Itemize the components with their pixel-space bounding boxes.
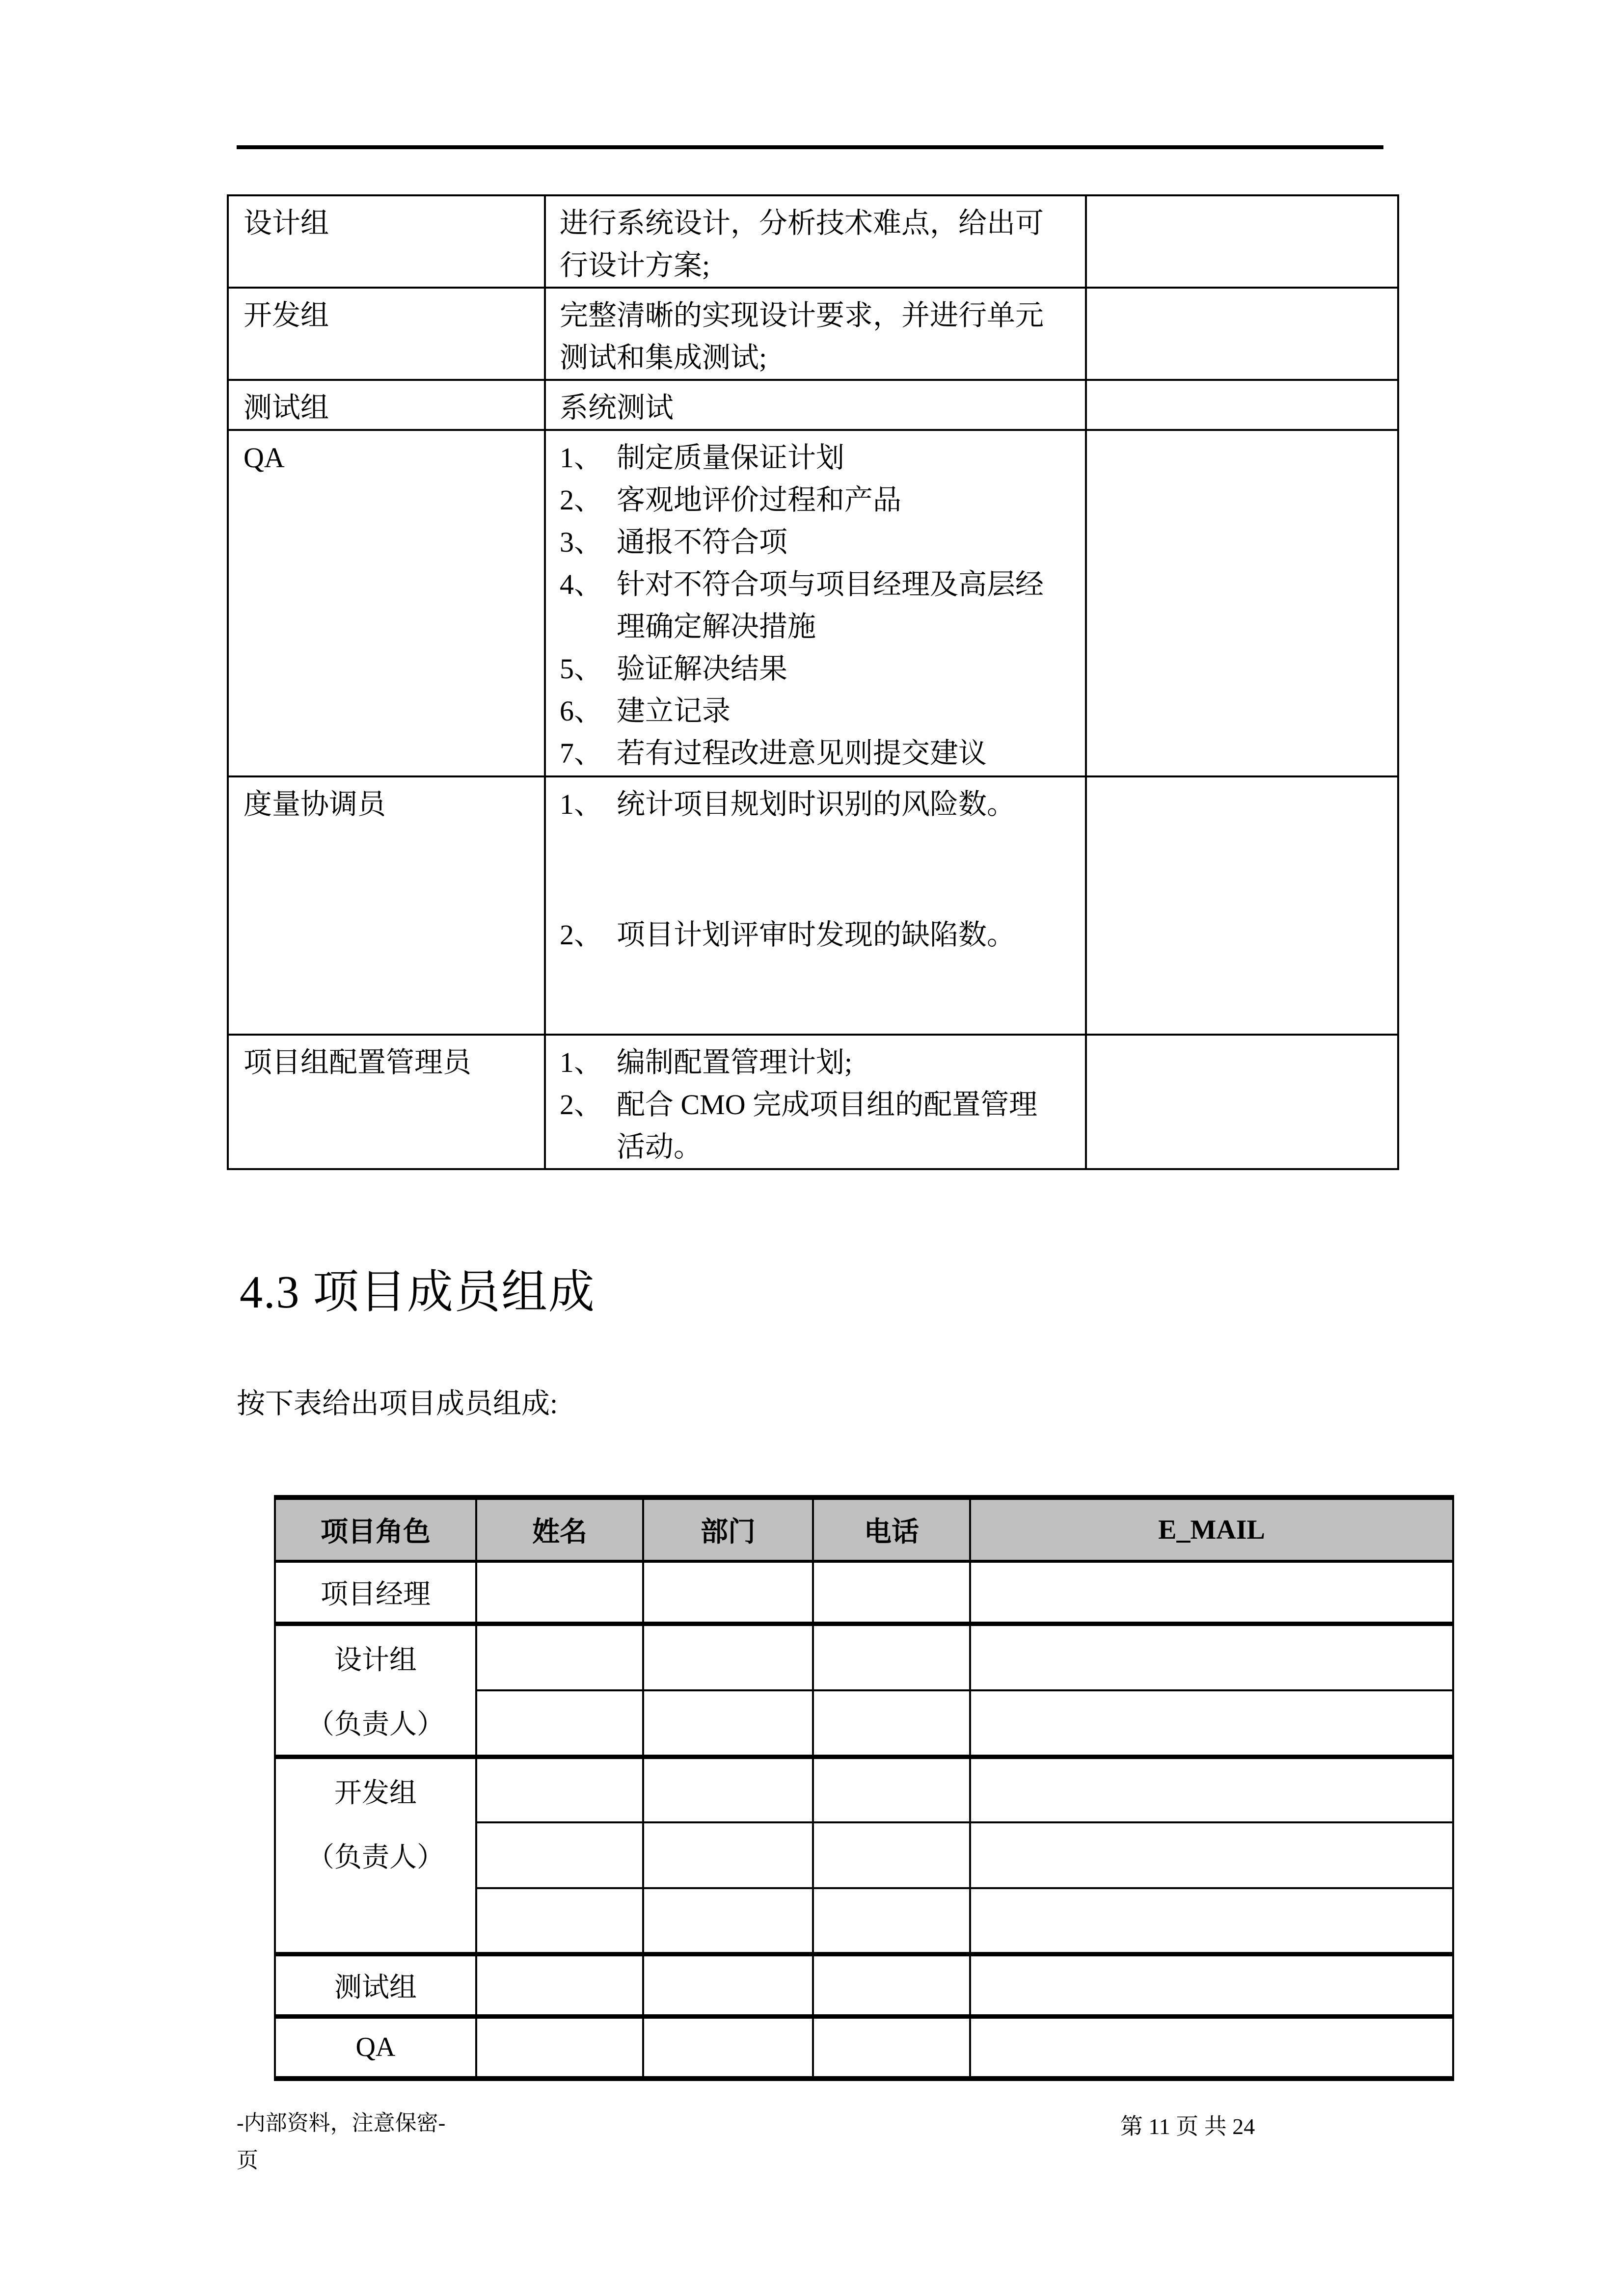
empty-cell bbox=[476, 1561, 643, 1624]
intro-text: 按下表给出项目成员组成: bbox=[237, 1388, 558, 1419]
member-role-label: 设计组 bbox=[334, 1645, 417, 1676]
responsibility-cell bbox=[545, 776, 1086, 1035]
list-item bbox=[560, 783, 1065, 826]
member-role-cell: QA bbox=[275, 2016, 476, 2079]
member-role-sublabel: （负责人） bbox=[307, 1842, 444, 1873]
empty-cell bbox=[1086, 776, 1398, 1035]
empty-cell bbox=[970, 1822, 1453, 1888]
table-row bbox=[228, 430, 1398, 776]
column-header-department: 部门 bbox=[643, 1497, 813, 1561]
list-item-text: 针对不符合项与项目经理及高层经理确定解决措施 bbox=[617, 568, 1044, 642]
empty-cell bbox=[476, 1624, 643, 1690]
table-row bbox=[275, 2016, 1453, 2079]
list-item bbox=[560, 1084, 1065, 1168]
responsibility-cell: 完整清晰的实现设计要求，并进行单元测试和集成测试; bbox=[545, 288, 1086, 380]
list-item bbox=[560, 648, 1065, 690]
empty-cell bbox=[970, 1954, 1453, 2016]
list-item bbox=[560, 690, 1065, 732]
responsibility-cell bbox=[545, 1035, 1086, 1169]
list-item bbox=[560, 563, 1065, 648]
list-item-text: 验证解决结果 bbox=[617, 653, 788, 685]
list-item-number: 1、 bbox=[560, 442, 603, 474]
list-item-text: 若有过程改进意见则提交建议 bbox=[617, 737, 987, 769]
column-header-email: E_MAIL bbox=[970, 1497, 1453, 1561]
list-item-text: 客观地评价过程和产品 bbox=[617, 484, 902, 516]
list-item-number: 5、 bbox=[560, 653, 603, 685]
list-item-number: 3、 bbox=[560, 526, 603, 558]
table-row bbox=[228, 776, 1398, 1035]
empty-cell bbox=[1086, 195, 1398, 288]
empty-cell bbox=[1086, 288, 1398, 380]
list-item-text: 通报不符合项 bbox=[617, 526, 788, 558]
empty-cell bbox=[643, 1888, 813, 1954]
empty-cell bbox=[476, 1757, 643, 1822]
table-row bbox=[275, 1624, 1453, 1690]
role-cell: 开发组 bbox=[228, 288, 545, 380]
empty-cell bbox=[970, 1561, 1453, 1624]
member-role-sublabel: （负责人） bbox=[307, 1709, 444, 1740]
empty-cell bbox=[643, 1822, 813, 1888]
member-role-label: 开发组 bbox=[334, 1778, 417, 1809]
empty-cell bbox=[476, 1888, 643, 1954]
empty-cell bbox=[813, 1561, 970, 1624]
members-table-header-row bbox=[275, 1497, 1453, 1561]
empty-cell bbox=[643, 1954, 813, 2016]
member-role-cell: 项目经理 bbox=[275, 1561, 476, 1624]
empty-cell bbox=[970, 1757, 1453, 1822]
empty-cell bbox=[970, 1888, 1453, 1954]
list-item-text: 建立记录 bbox=[617, 695, 731, 727]
list-item bbox=[560, 1041, 1065, 1084]
member-role-empty-band bbox=[276, 1888, 475, 1952]
list-item bbox=[560, 437, 1065, 479]
empty-cell bbox=[970, 2016, 1453, 2079]
empty-cell bbox=[813, 1822, 970, 1888]
list-item-number: 2、 bbox=[560, 1089, 603, 1121]
column-header-role: 项目角色 bbox=[275, 1497, 476, 1561]
column-header-phone: 电话 bbox=[813, 1497, 970, 1561]
list-item-number: 4、 bbox=[560, 568, 603, 600]
role-cell: 项目组配置管理员 bbox=[228, 1035, 545, 1169]
list-item bbox=[560, 479, 1065, 521]
empty-cell bbox=[643, 1690, 813, 1757]
empty-cell bbox=[813, 1888, 970, 1954]
table-row bbox=[228, 380, 1398, 430]
empty-cell bbox=[813, 1954, 970, 2016]
list-item-text: 配合 CMO 完成项目组的配置管理活动。 bbox=[617, 1089, 1038, 1163]
list-item-text: 统计项目规划时识别的风险数。 bbox=[617, 788, 1016, 820]
list-item bbox=[560, 521, 1065, 563]
empty-cell bbox=[813, 1690, 970, 1757]
empty-cell bbox=[813, 1757, 970, 1822]
list-item-text: 项目计划评审时发现的缺陷数。 bbox=[617, 919, 1016, 951]
column-header-name: 姓名 bbox=[476, 1497, 643, 1561]
responsibility-cell bbox=[545, 430, 1086, 776]
list-item-number: 1、 bbox=[560, 788, 603, 820]
list-item-text: 编制配置管理计划; bbox=[617, 1046, 853, 1078]
empty-cell bbox=[476, 2016, 643, 2079]
members-table bbox=[274, 1495, 1454, 2081]
section-heading: 4.3 项目成员组成 bbox=[240, 1267, 596, 1318]
footer-confidential-line1: -内部资料，注意保密- bbox=[237, 2111, 446, 2135]
empty-cell bbox=[813, 2016, 970, 2079]
list-item-number: 2、 bbox=[560, 484, 603, 516]
role-cell: QA bbox=[228, 430, 545, 776]
footer-confidential-line2: 页 bbox=[237, 2148, 258, 2172]
empty-cell bbox=[1086, 380, 1398, 430]
role-cell: 度量协调员 bbox=[228, 776, 545, 1035]
responsibilities-table bbox=[227, 194, 1399, 1170]
empty-cell bbox=[970, 1624, 1453, 1690]
empty-cell bbox=[643, 1561, 813, 1624]
empty-cell bbox=[813, 1624, 970, 1690]
empty-cell bbox=[1086, 1035, 1398, 1169]
empty-cell bbox=[476, 1954, 643, 2016]
role-cell: 测试组 bbox=[228, 380, 545, 430]
member-role-cell bbox=[275, 1624, 476, 1757]
empty-cell bbox=[643, 2016, 813, 2079]
member-role-cell bbox=[275, 1757, 476, 1954]
list-item bbox=[560, 732, 1065, 774]
table-row bbox=[228, 288, 1398, 380]
empty-cell bbox=[643, 1757, 813, 1822]
table-row bbox=[275, 1954, 1453, 2016]
empty-cell bbox=[476, 1690, 643, 1757]
footer-confidential-note bbox=[237, 2105, 445, 2179]
list-item bbox=[560, 914, 1065, 956]
page-header-rule bbox=[237, 145, 1383, 149]
table-row bbox=[228, 1035, 1398, 1169]
empty-cell bbox=[476, 1822, 643, 1888]
list-item-number: 2、 bbox=[560, 919, 603, 951]
member-role-cell: 测试组 bbox=[275, 1954, 476, 2016]
empty-cell bbox=[643, 1624, 813, 1690]
table-row bbox=[228, 195, 1398, 288]
table-row bbox=[275, 1561, 1453, 1624]
responsibility-cell: 进行系统设计，分析技术难点，给出可行设计方案; bbox=[545, 195, 1086, 288]
list-item-number: 6、 bbox=[560, 695, 603, 727]
role-cell: 设计组 bbox=[228, 195, 545, 288]
list-item-number: 1、 bbox=[560, 1046, 603, 1078]
footer-page-number: 第 11 页 共 24 bbox=[1120, 2114, 1255, 2139]
responsibility-cell: 系统测试 bbox=[545, 380, 1086, 430]
list-item-text: 制定质量保证计划 bbox=[617, 442, 845, 474]
table-row bbox=[275, 1757, 1453, 1822]
empty-cell bbox=[1086, 430, 1398, 776]
list-item-number: 7、 bbox=[560, 737, 603, 769]
empty-cell bbox=[970, 1690, 1453, 1757]
